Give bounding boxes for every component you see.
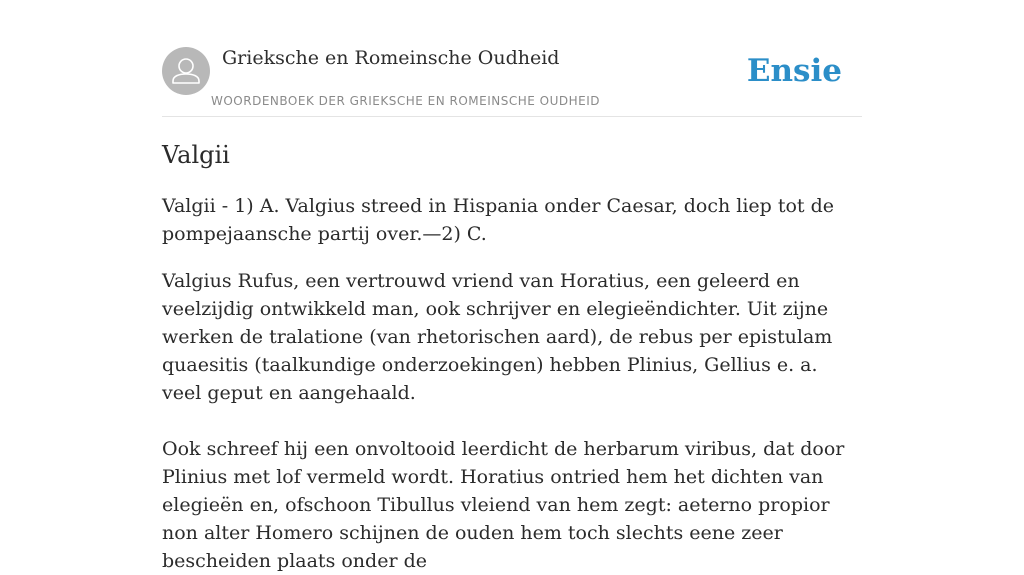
source-title[interactable]: Grieksche en Romeinsche Oudheid [222, 47, 560, 69]
user-icon [162, 47, 210, 95]
source-subtitle[interactable]: WOORDENBOEK DER GRIEKSCHE EN ROMEINSCHE OUDHEID [211, 94, 601, 108]
ensie-logo[interactable]: Ensie [746, 53, 842, 89]
article-paragraph: Ook schreef hij een onvoltooid leerdicht de herbarum viribus, dat door Plinius met lof vermeld wordt. Horatius ontried hem het dichten van elegieën en, ofschoon Tibullus vleiend van hem zegt: aeterno propior non alter Homero schijnen de ouden hem toch slechts eene zeer bescheiden plaats onder de [162, 438, 845, 572]
article-paragraph: Valgii - 1) A. Valgius streed in Hispania onder Caesar, doch liep tot de pompejaansche partij over.—2) C. [162, 195, 835, 245]
article-paragraph: Valgius Rufus, een vertrouwd vriend van Horatius, een geleerd en veelzijdig ontwikkeld man, ook schrijver en elegieëndichter. Uit zijne werken de tralatione (van rhetorischen aard), de rebus per epistulam quaesitis (taalkundige onderzoekingen) hebben Plinius, Gellius e. a. veel geput en aangehaald. [162, 270, 833, 404]
source-header [162, 46, 862, 117]
source-avatar[interactable] [162, 47, 210, 95]
page-title: Valgii [162, 141, 230, 169]
article [162, 140, 862, 575]
